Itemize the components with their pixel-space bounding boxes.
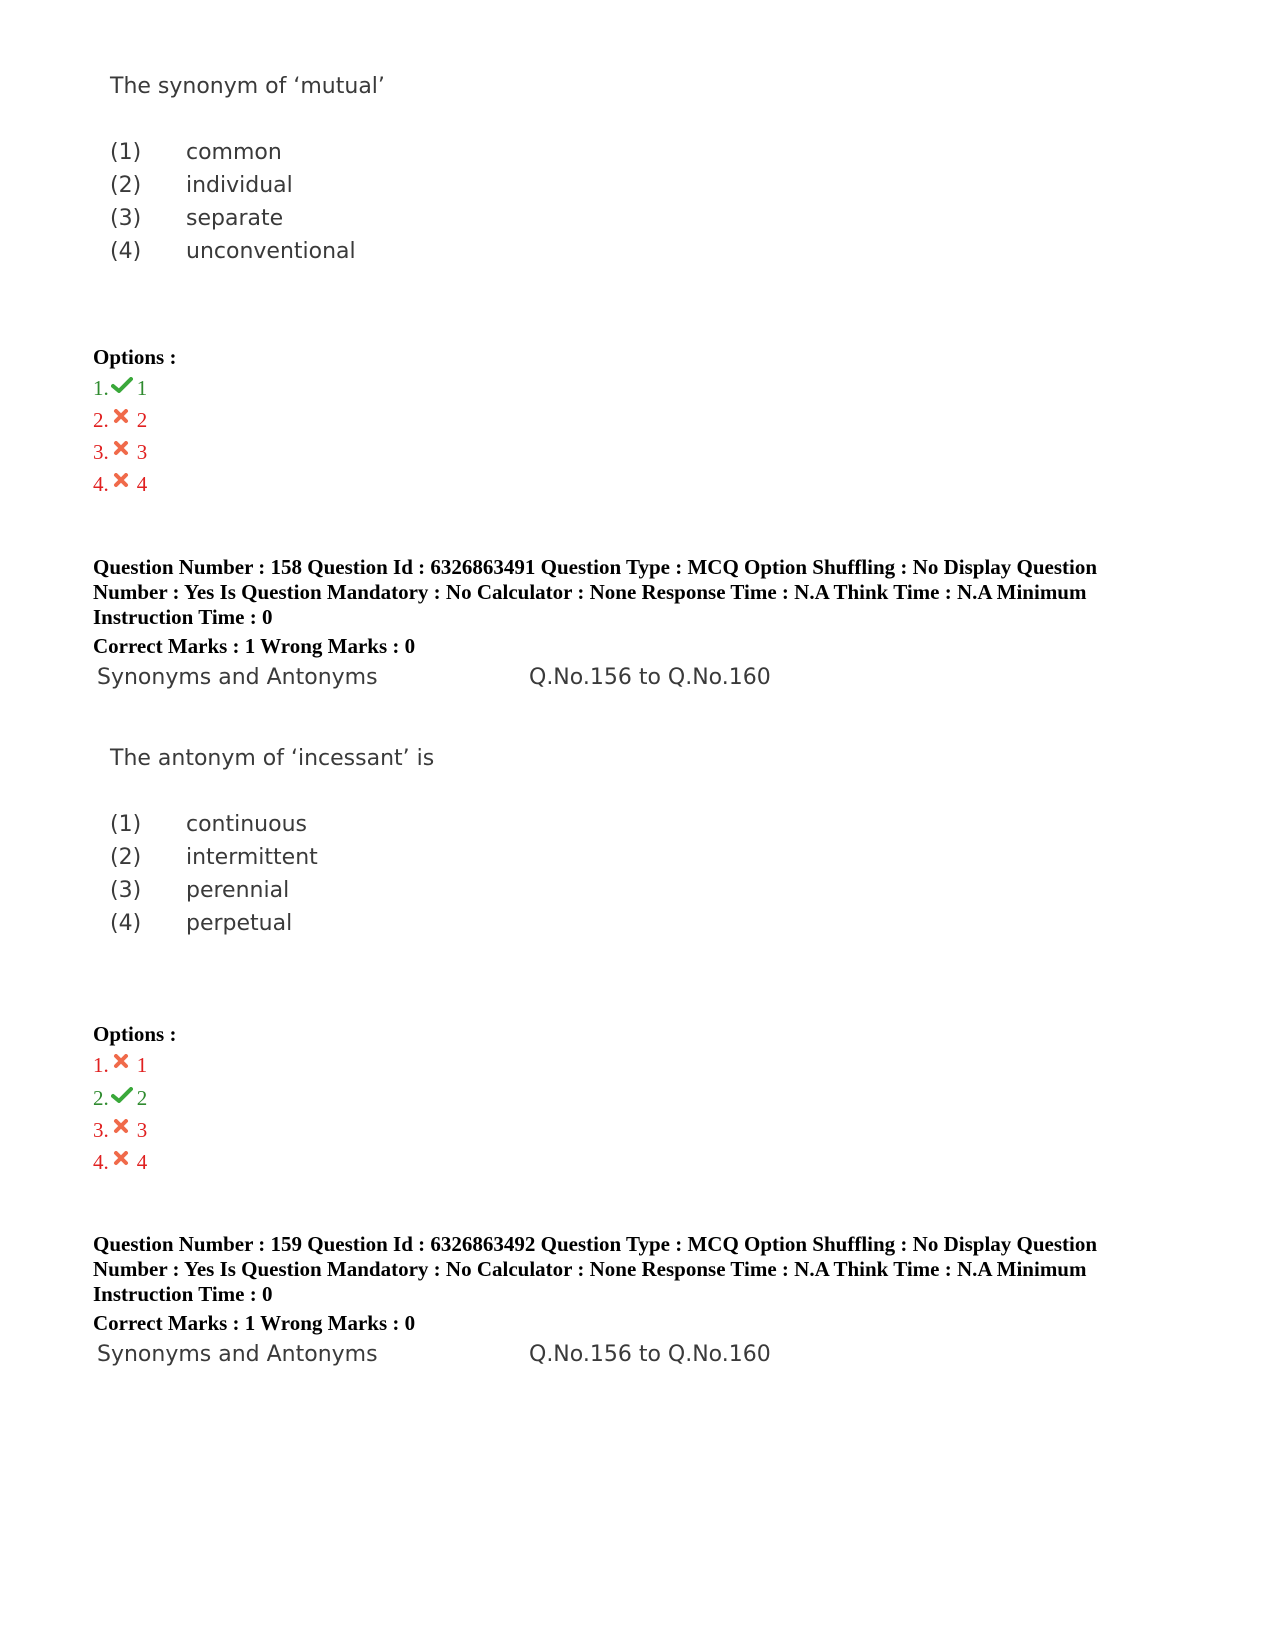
option-row-wrong	[93, 1053, 147, 1078]
meta-line: Number : Yes Is Question Mandatory : No Calculator : None Response Time : N.A Think Time : N.A Minimum	[93, 580, 1087, 604]
check-icon	[111, 377, 133, 393]
choice-text: unconventional	[186, 239, 356, 264]
option-row-correct	[93, 1086, 147, 1111]
choice-text: perennial	[186, 878, 290, 903]
section-title: Synonyms and Antonyms	[97, 1342, 378, 1367]
option-index: 1.	[93, 1053, 109, 1077]
option-index: 4.	[93, 472, 109, 496]
choice-number: (4)	[110, 239, 142, 264]
section-header	[97, 665, 771, 690]
option-index: 3.	[93, 440, 109, 464]
option-value: 3	[136, 1118, 148, 1142]
option-value: 4	[136, 1150, 148, 1174]
option-index: 2.	[93, 1086, 109, 1110]
question-choice	[110, 911, 292, 936]
meta-line: Instruction Time : 0	[93, 605, 273, 629]
meta-line: Instruction Time : 0	[93, 1282, 273, 1306]
choice-text: perpetual	[186, 911, 293, 936]
cross-icon	[111, 1119, 133, 1135]
meta-line: Question Number : 158 Question Id : 6326863491 Question Type : MCQ Option Shuffling : No Display Question	[93, 555, 1098, 579]
cross-icon	[111, 409, 133, 425]
option-row-wrong	[93, 1150, 147, 1175]
options-label: Options :	[93, 345, 177, 369]
choice-text: continuous	[186, 812, 307, 837]
option-index: 1.	[93, 376, 109, 400]
question-choice	[110, 812, 307, 837]
question-choice	[110, 239, 356, 264]
question-range: Q.No.156 to Q.No.160	[529, 665, 771, 690]
question-choice	[110, 206, 283, 231]
options-label: Options :	[93, 1022, 177, 1046]
question-choice	[110, 845, 318, 870]
option-value: 1	[136, 1053, 148, 1077]
cross-icon	[111, 473, 133, 489]
question-meta	[93, 555, 1183, 630]
question-stem: The synonym of ‘mutual’	[110, 74, 385, 99]
meta-line: Number : Yes Is Question Mandatory : No Calculator : None Response Time : N.A Think Time : N.A Minimum	[93, 1257, 1087, 1281]
marks-line: Correct Marks : 1 Wrong Marks : 0	[93, 634, 416, 658]
question-choice	[110, 140, 282, 165]
section-header	[97, 1342, 771, 1367]
question-range: Q.No.156 to Q.No.160	[529, 1342, 771, 1367]
choice-number: (1)	[110, 140, 142, 165]
question-choice	[110, 173, 293, 198]
option-index: 3.	[93, 1118, 109, 1142]
cross-icon	[111, 1054, 133, 1070]
option-row-wrong	[93, 440, 147, 465]
choice-number: (2)	[110, 173, 142, 198]
option-value: 4	[136, 472, 148, 496]
option-value: 1	[136, 376, 148, 400]
option-value: 2	[136, 1086, 148, 1110]
choice-number: (4)	[110, 911, 142, 936]
cross-icon	[111, 1151, 133, 1167]
choice-text: common	[186, 140, 282, 165]
check-icon	[111, 1087, 133, 1103]
option-row-wrong	[93, 472, 147, 497]
section-title: Synonyms and Antonyms	[97, 665, 378, 690]
option-value: 2	[136, 408, 148, 432]
marks-line: Correct Marks : 1 Wrong Marks : 0	[93, 1311, 416, 1335]
cross-icon	[111, 441, 133, 457]
option-row-wrong	[93, 1118, 147, 1143]
choice-number: (2)	[110, 845, 142, 870]
question-stem: The antonym of ‘incessant’ is	[110, 746, 435, 771]
choice-text: individual	[186, 173, 293, 198]
question-meta	[93, 1232, 1183, 1307]
option-index: 2.	[93, 408, 109, 432]
option-row-wrong	[93, 408, 147, 433]
choice-text: separate	[186, 206, 284, 231]
meta-line: Question Number : 159 Question Id : 6326863492 Question Type : MCQ Option Shuffling : No Display Question	[93, 1232, 1098, 1256]
question-choice	[110, 878, 289, 903]
choice-number: (1)	[110, 812, 142, 837]
option-row-correct	[93, 376, 147, 401]
option-value: 3	[136, 440, 148, 464]
choice-number: (3)	[110, 878, 142, 903]
option-index: 4.	[93, 1150, 109, 1174]
choice-number: (3)	[110, 206, 142, 231]
choice-text: intermittent	[186, 845, 318, 870]
